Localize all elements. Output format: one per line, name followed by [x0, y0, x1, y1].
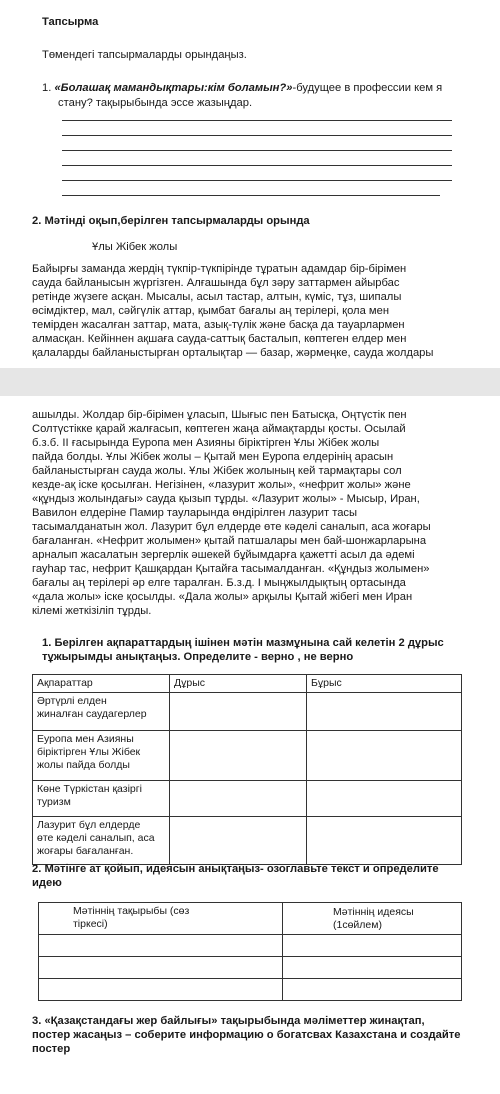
- paragraph-line: ретінде жүзеге асқан. Мысалы, асыл тастар, алтын, күміс, тұз, шипалы: [32, 291, 402, 303]
- answer-line: [62, 180, 452, 181]
- answer-line: [62, 150, 452, 151]
- cell-text: туризм: [37, 796, 71, 808]
- cell-text: жолы пайда болды: [37, 759, 130, 771]
- q2-line2: идею: [32, 877, 62, 889]
- q2-line1: 2. Мәтінге ат қойып, идеясын анықтаңыз- озоглавьте текст и определите: [32, 863, 439, 875]
- table-header: Ақпараттар: [33, 675, 170, 693]
- title-idea-table: [38, 902, 462, 1001]
- paragraph-line: Вавилон елдеріне Памир тауларында өндірілген лазурит тасы: [32, 507, 358, 519]
- table-header-row: [33, 675, 462, 693]
- task1-number: 1.: [42, 82, 52, 94]
- cell-text: өте кәделі саналып, аса: [37, 832, 155, 844]
- task1-line2: стану? тақырыбында эссе жазыңдар.: [58, 97, 253, 109]
- instruction: Төмендегі тапсырмаларды орындаңыз.: [42, 49, 247, 61]
- table-cell: [33, 731, 170, 781]
- paragraph-line: «құндыз жолындағы» сауда қызып тұрды. «Лазурит жолы» - Мысыр, Иран,: [32, 493, 420, 505]
- answer-cell[interactable]: [283, 935, 462, 957]
- table-row: [39, 935, 462, 957]
- answer-line: [62, 195, 440, 196]
- paragraph-line: арналып жасалатын зергерлік әшекей бұйымдарға қажетті асыл да әдемі: [32, 549, 415, 561]
- table-row: [33, 781, 462, 817]
- answer-cell[interactable]: [283, 979, 462, 1001]
- header-text: тіркесі): [73, 918, 108, 930]
- cell-text: жоғары бағаланған.: [37, 845, 134, 857]
- paragraph-line: гауһар тас, нефрит Қашқардан Қытайға тасымалданған. «Құндыз жолымен»: [32, 563, 430, 575]
- heading: Тапсырма: [42, 16, 99, 28]
- table-row: [33, 817, 462, 865]
- answer-cell[interactable]: [170, 731, 307, 781]
- paragraph-line: сауда байланысын жүргізген. Алғашында бұл зәру заттармен айырбас: [32, 277, 400, 289]
- answer-cell[interactable]: [283, 957, 462, 979]
- q3-line3: постер: [32, 1043, 71, 1055]
- task2-heading: 2. Мәтінді оқып,берілген тапсырмаларды орында: [32, 215, 310, 227]
- text-title: Ұлы Жібек жолы: [92, 241, 178, 253]
- paragraph-line: бағалы аң терілері әр елге таралған. Б.з.д. І мыңжылдықтың ортасында: [32, 577, 406, 589]
- table-cell: [33, 781, 170, 817]
- paragraph-line: б.з.б. II ғасырында Еуропа мен Азияны біріктірген Ұлы Жібек жолы: [32, 437, 380, 449]
- table-row: [33, 693, 462, 731]
- table-header: Дұрыс: [170, 675, 307, 693]
- task1-rest: -будущее в профессии кем я: [292, 82, 443, 94]
- table-cell: [33, 693, 170, 731]
- paragraph-line: «дала жолы» іске қосылды. «Дала жолы» арқылы Қытай жібегі мен Иран: [32, 591, 413, 603]
- q1-line2: тұжырымды анықтаңыз. Определите - верно , не верно: [42, 651, 354, 663]
- paragraph-line: темірден жасалған заттар, мата, азық-түлік және басқа да тауарлармен: [32, 319, 405, 331]
- answer-cell[interactable]: [39, 979, 283, 1001]
- paragraph-line: Байырғы заманда жердің түкпір-түкпірінде тұратын адамдар бір-бірімен: [32, 263, 407, 275]
- header-text: Мәтіннің тақырыбы (сөз: [73, 905, 190, 917]
- paragraph-line: Солтүстікке қарай жалғасып, көптеген жаңа аймақтарды қосты. Осылай: [32, 423, 406, 435]
- paragraph-top: [32, 262, 472, 360]
- answer-cell[interactable]: [170, 781, 307, 817]
- paragraph-line: алмасқан. Кейіннен ақшаға сауда-саттық басталып, көптеген елдер мен: [32, 333, 407, 345]
- paragraph-line: бағаланған. «Нефрит жолымен» қытай патшалары мен бай-шонжарларына: [32, 535, 427, 547]
- cell-text: біріктірген Ұлы Жібек: [37, 746, 141, 758]
- q3-line2: постер жасаңыз – соберите информацию о богатсвах Казахстана и создайте: [32, 1029, 461, 1041]
- answer-cell[interactable]: [307, 817, 462, 865]
- q3-line1: 3. «Қазақстандағы жер байлығы» тақырыбында мәліметтер жинақтап,: [32, 1015, 425, 1027]
- table-cell: [33, 817, 170, 865]
- page-bottom: [0, 396, 500, 1094]
- answer-line: [62, 165, 452, 166]
- cell-text: жиналған саудагерлер: [37, 708, 147, 720]
- paragraph-line: байланыстырған сауда жолы. Ұлы Жібек жолының кей тармақтары сол: [32, 465, 402, 477]
- answer-line: [62, 135, 452, 136]
- paragraph-line: пайда болды. Ұлы Жібек жолы – Қытай мен Еуропа елдерінің арасын: [32, 451, 394, 463]
- answer-cell[interactable]: [307, 693, 462, 731]
- answer-cell[interactable]: [39, 957, 283, 979]
- cell-text: Еуропа мен Азияны: [37, 733, 134, 745]
- paragraph-line: тасымалданатын жол. Лазурит бұл елдерде өте кәделі саналып, аса жоғары: [32, 521, 431, 533]
- task1-line1: [42, 81, 442, 95]
- page-top: [0, 0, 500, 368]
- paragraph-line: өсімдіктер, мал, сәйгүлік аттар, қымбат бағалы аң терілері, қола мен: [32, 305, 389, 317]
- table-header: [39, 903, 283, 935]
- answer-cell[interactable]: [170, 693, 307, 731]
- table-header: Мәтіннің идеясы (1сөйлем): [283, 903, 462, 935]
- q1-line1: 1. Берілген ақпараттардың ішінен мәтін мазмұнына сай келетін 2 дұрыс: [42, 637, 444, 649]
- answer-cell[interactable]: [307, 731, 462, 781]
- truth-table: [32, 674, 462, 865]
- cell-text: Әртүрлі елден: [37, 695, 107, 707]
- table-row: [33, 731, 462, 781]
- paragraph-line: ашылды. Жолдар бір-бірімен ұласып, Шығыс пен Батысқа, Оңтүстік пен: [32, 409, 407, 421]
- answer-cell[interactable]: [39, 935, 283, 957]
- table-header: Бұрыс: [307, 675, 462, 693]
- page-separator: [0, 368, 500, 396]
- answer-cell[interactable]: [307, 781, 462, 817]
- paragraph-line: қалаларды байланыстырған орталықтар — базар, жәрмеңке, сауда жолдары: [32, 347, 434, 359]
- table-row: [39, 979, 462, 1001]
- task1-bold-title: «Болашақ мамандықтары:кім боламын?»: [54, 82, 293, 94]
- table-header-row: [39, 903, 462, 935]
- paragraph-line: кезде-ақ іске қосылған. Негізінен, «лазурит жолы», «нефрит жолы» және: [32, 479, 411, 491]
- cell-text: Көне Түркістан қазіргі: [37, 783, 142, 795]
- answer-cell[interactable]: [170, 817, 307, 865]
- answer-line: [62, 120, 452, 121]
- table-row: [39, 957, 462, 979]
- paragraph-bottom: [32, 408, 472, 618]
- cell-text: Лазурит бұл елдерде: [37, 819, 141, 831]
- paragraph-line: кілемі жеткізіліп тұрды.: [32, 605, 152, 617]
